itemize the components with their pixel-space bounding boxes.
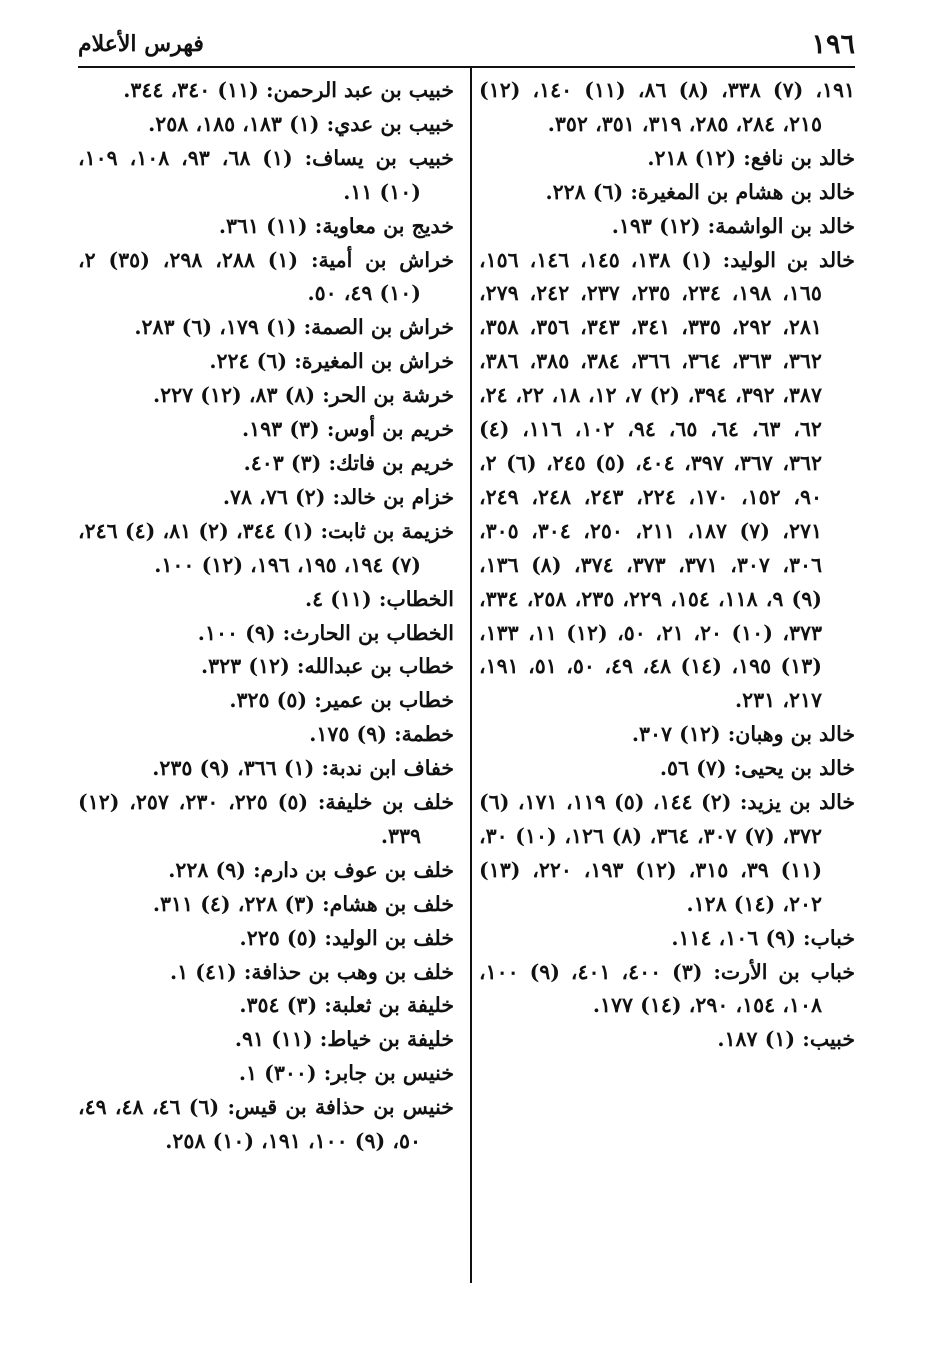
index-entry: خزام بن خالد: (٢) ٧٦، ٧٨. [222,484,454,509]
index-entry: خالد بن يحيى: (٧) ٥٦. [659,756,855,781]
index-entry: خريم بن فاتك: (٣) ٤٠٣. [243,450,454,475]
index-entry: خليفة بن ثعلبة: (٣) ٣٥٤. [239,993,454,1018]
index-entry: خنيس بن جابر: (٣٠٠) ١. [238,1061,454,1086]
index-entry: خبيب: (١) ١٨٧. [717,1027,855,1052]
index-entry: خلف بن الوليد: (٥) ٢٢٥. [239,925,454,950]
index-entry: خطمة: (٩) ١٧٥. [309,722,454,747]
index-entry: خديج بن معاوية: (١١) ٣٦١. [218,213,454,238]
index-entry: خرشة بن الحر: (٨) ٨٣، (١٢) ٢٢٧. [152,383,454,408]
index-entry: خراش بن المغيرة: (٦) ٢٢٤. [209,349,454,374]
index-entry: خالد بن الوليد: (١) ١٣٨، ١٤٥، ١٤٦، ١٥٦، ١٦٥، ١٩٨، ٢٣٤، ٢٣٥، ٢٣٧، ٢٤٢، ٢٧٩، ٢٨١، ٢٩٢، ٣٣٥، ٣٤١، ٣٤٣، ٣٥٦، ٣٥٨، ٣٦٢، ٣٦٣، ٣٦٤، ٣٦٦، ٣٨٤، ٣٨٥، ٣٨٦، ٣٨٧، ٣٩٢، ٣٩٤، (٢) ٧، ١٢، ١٨، ٢٢، ٢٤، ٦٢، ٦٣، ٦٤، ٦٥، ٩٤، ١٠٢، ١١٦، (٤) ٣٦٢، ٣٦٧، ٣٩٧، ٤٠٤، (٥) ٢٤٥، (٦) ٢، ٩٠، ١٥٢، ١٧٠، ٢٢٤، ٢٤٣، ٢٤٨، ٢٤٩، ٢٧١، (٧) ١٨٧، ٢١١، ٢٥٠، ٣٠٤، ٣٠٥، ٣٠٦، ٣٠٧، ٣٧١، ٣٧٣، ٣٧٤، (٨) ١٣٦، (٩) ٩، ١١٨، ١٥٤، ٢٢٩، ٢٣٥، ٢٥٨، ٣٣٤، ٣٧٣، (١٠) ٢٠، ٢١، ٥٠، (١٢) ١١، ١٣٣، (١٣) ١٩٥، (١٤) ٤٨، ٤٩، ٥٠، ٥١، ١٩١، ٢١٧، ٢٣١. [479,247,855,713]
index-entry: ١٩١، (٧) ٣٣٨، (٨) ٨٦، (١١) ١٤٠، (١٢) ٢١٥، ٢٨٤، ٢٨٥، ٣١٩، ٣٥١، ٣٥٢. [479,78,856,136]
page-number: ١٩٦ [811,28,855,60]
index-entry: خباب بن الأرت: (٣) ٤٠٠، ٤٠١، (٩) ١٠٠، ١٠٨، ١٥٤، ٢٩٠، (١٤) ١٧٧. [479,959,856,1018]
index-entry: خطاب بن عبدالله: (١٢) ٣٢٣. [201,654,454,679]
index-entry: خباب: (٩) ١٠٦، ١١٤. [671,925,855,950]
column-divider [470,68,472,1283]
index-entry: خبيب بن عدي: (١) ١٨٣، ١٨٥، ٢٥٨. [148,111,454,136]
index-entry: خراش بن أمية: (١) ٢٨٨، ٢٩٨، (٣٥) ٢، (١٠) ٤٩، ٥٠. [78,247,455,306]
index-entry: خراش بن الصمة: (١) ١٧٩، (٦) ٢٨٣. [134,315,454,340]
page-header [78,22,855,68]
index-entry: خالد بن وهبان: (١٢) ٣٠٧. [631,722,855,747]
index-entry: خبيب بن يساف: (١) ٦٨، ٩٣، ١٠٨، ١٠٩، (١٠) ١١. [78,145,454,204]
index-column-left [78,74,454,1159]
index-entry: خطاب بن عمير: (٥) ٣٢٥. [229,688,454,713]
index-entry: خلف بن هشام: (٣) ٢٢٨، (٤) ٣١١. [152,891,454,916]
index-entry: خالد بن يزيد: (٢) ١٤٤، (٥) ١١٩، ١٧١، (٦) ٣٧٢، (٧) ٣٠٧، ٣٦٤، (٨) ١٢٦، (١٠) ٣٠، (١١) ٣٩، ٣١٥، (١٢) ١٩٣، ٢٢٠، (١٣) ٢٠٢، (١٤) ١٢٨. [479,790,855,916]
index-entry: خزيمة بن ثابت: (١) ٣٤٤، (٢) ٨١، (٤) ٢٤٦، (٧) ١٩٤، ١٩٥، ١٩٦، (١٢) ١٠٠. [78,518,455,577]
index-entry: خالد بن هشام بن المغيرة: (٦) ٢٢٨. [545,179,855,204]
index-entry: خريم بن أوس: (٣) ١٩٣. [242,417,454,442]
index-entry: خلف بن عوف بن دارم: (٩) ٢٢٨. [168,857,454,882]
index-entry: خالد بن نافع: (١٢) ٢١٨. [647,145,855,170]
index-entry: خلف بن خليفة: (٥) ٢٢٥، ٢٣٠، ٢٥٧، (١٢) ٣٣٩. [78,790,454,848]
index-column-right [479,74,855,1057]
index-entry: خفاف ابن ندبة: (١) ٣٦٦، (٩) ٢٣٥. [152,756,454,781]
index-entry: خنيس بن حذافة بن قيس: (٦) ٤٦، ٤٨، ٤٩، ٥٠، (٩) ١٠٠، ١٩١، (١٠) ٢٥٨. [78,1095,454,1154]
index-entry: الخطاب بن الحارث: (٩) ١٠٠. [197,620,454,645]
index-entry: الخطاب: (١١) ٤. [305,586,454,611]
index-entry: خلف بن وهب بن حذافة: (٤١) ١. [169,959,454,984]
index-entry: خبيب بن عبد الرحمن: (١١) ٣٤٠، ٣٤٤. [123,78,454,102]
running-title: فهرس الأعلام [78,31,204,57]
index-entry: خليفة بن خياط: (١١) ٩١. [234,1027,454,1052]
index-entry: خالد بن الواشمة: (١٢) ١٩٣. [611,213,855,238]
